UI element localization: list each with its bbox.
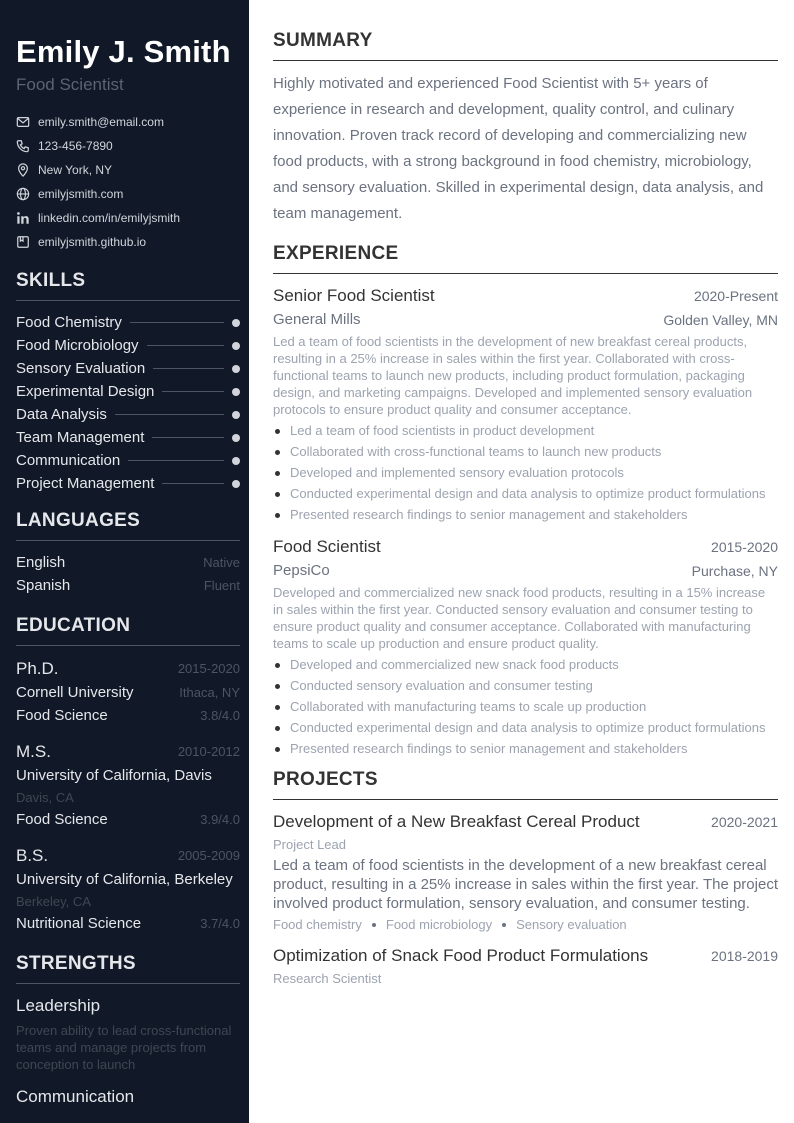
skill-dot [232,319,240,327]
job-bullet: Conducted sensory evaluation and consumer testing [273,677,778,694]
skill-divider [162,483,224,484]
skill-dot [232,342,240,350]
strength-title: Communication [16,1087,135,1106]
github-icon [16,235,30,249]
contact-github-text: emilyjsmith.github.io [38,235,147,249]
edu-field: Food Science [16,707,108,724]
edu-gpa: 3.8/4.0 [200,708,240,723]
projects-section [273,769,778,990]
tag-separator [372,923,376,927]
job-location: Golden Valley, MN [663,312,778,328]
job-bullet: Presented research findings to senior management and stakeholders [273,506,778,523]
edu-gpa: 3.9/4.0 [200,812,240,827]
skill-divider [130,322,224,323]
project-role: Research Scientist [273,971,382,986]
project-tag: Sensory evaluation [516,917,627,932]
contact-github[interactable] [16,230,240,254]
job-bullet: Conducted experimental design and data analysis to optimize product formulations [273,485,778,502]
skill-divider [128,460,224,461]
skill-divider [115,414,224,415]
education-section [16,615,240,935]
job-bullet: Collaborated with manufacturing teams to scale up production [273,698,778,715]
job-bullet: Presented research findings to senior management and stakeholders [273,740,778,757]
project-dates: 2020-2021 [711,814,778,830]
skill-divider [162,391,224,392]
skill-label: Experimental Design [16,383,155,400]
language-level: Native [203,555,240,570]
skills-section [16,270,240,495]
project-item [273,810,778,932]
job-dates: 2020-Present [693,288,778,304]
contact-phone-text: 123-456-7890 [38,139,113,153]
contact-location-text: New York, NY [38,163,113,177]
skill-label: Project Management [16,475,155,492]
language-item [16,574,240,597]
skill-label: Communication [16,452,121,469]
edu-school: Cornell University [16,684,134,701]
edu-degree: Ph.D. [16,659,59,678]
experience-section [273,243,778,757]
edu-field: Nutritional Science [16,915,142,932]
skill-label: Sensory Evaluation [16,360,146,377]
project-tags [273,917,778,932]
experience-heading: EXPERIENCE [273,243,778,274]
project-title: Development of a New Breakfast Cereal Product [273,812,640,831]
contact-website[interactable] [16,182,240,206]
edu-location: Berkeley, CA [16,894,91,909]
strength-item [16,1085,240,1109]
linkedin-icon [16,211,30,225]
project-tag: Food microbiology [385,917,493,932]
edu-dates: 2010-2012 [177,744,240,759]
skill-dot [232,457,240,465]
skill-dot [232,480,240,488]
job-location: Purchase, NY [691,563,778,579]
job-bullets [273,422,778,523]
skill-label: Team Management [16,429,145,446]
contact-list [16,110,240,254]
edu-dates: 2015-2020 [177,661,240,676]
contact-email[interactable] [16,110,240,134]
education-item [16,843,240,935]
skill-item [16,334,240,357]
job-dates: 2015-2020 [711,539,778,555]
edu-degree: B.S. [16,846,49,865]
strength-title: Leadership [16,996,101,1015]
skill-dot [232,365,240,373]
skill-label: Food Chemistry [16,314,122,331]
language-level: Fluent [203,578,240,593]
project-description: Led a team of food scientists in the development of a new breakfast cereal product, resulting in a 25% increase in sales within the first year. The project involved product formulation, sensory evaluation, and consumer testing. [273,857,778,912]
summary-section [273,30,778,227]
job-company: PepsiCo [273,562,330,579]
summary-text: Highly motivated and experienced Food Scientist with 5+ years of experience in research and development, quality control, and culinary innovation. Proven track record of developing and commercializing new food products, with a strong background in food chemistry, microbiology, and sensory evaluation. Skilled in experimental design, data analysis, and team management. [273,75,764,222]
job-bullets [273,656,778,757]
contact-email-text: emily.smith@email.com [38,115,164,129]
skill-divider [152,437,224,438]
edu-school: University of California, Davis [16,767,212,784]
strengths-heading: STRENGTHS [16,953,240,984]
job-bullet: Developed and commercialized new snack food products [273,656,778,673]
summary-heading: SUMMARY [273,30,778,61]
contact-phone[interactable] [16,134,240,158]
skill-item [16,380,240,403]
edu-dates: 2005-2009 [177,848,240,863]
education-item [16,739,240,831]
project-title: Optimization of Snack Food Product Formulations [273,946,649,965]
skill-item [16,403,240,426]
skill-item [16,472,240,495]
job-description: Developed and commercialized new snack food products, resulting in a 15% increase in sales within the first year. Conducted sensory evaluation and consumer testing to ensure product quality and consumer acceptance. Collaborated with manufacturing teams to scale up production and ensure product quality. [273,585,766,651]
location-icon [16,163,30,177]
globe-icon [16,187,30,201]
email-icon [16,115,30,129]
language-item [16,551,240,574]
education-item [16,656,240,727]
job-bullet: Conducted experimental design and data analysis to optimize product formulations [273,719,778,736]
education-heading: EDUCATION [16,615,240,646]
phone-icon [16,139,30,153]
candidate-title: Food Scientist [16,75,124,94]
tag-separator [502,923,506,927]
sidebar [0,0,249,1123]
project-item [273,944,778,990]
job-company: General Mills [273,311,361,328]
skill-dot [232,388,240,396]
skill-label: Food Microbiology [16,337,139,354]
contact-linkedin[interactable] [16,206,240,230]
project-role: Project Lead [273,837,346,852]
job-item [273,535,778,757]
project-dates: 2018-2019 [711,948,778,964]
skill-dot [232,411,240,419]
skill-item [16,357,240,380]
skills-heading: SKILLS [16,270,240,301]
project-tag: Food chemistry [273,917,362,932]
skill-divider [147,345,224,346]
edu-gpa: 3.7/4.0 [200,916,240,931]
languages-section [16,510,240,597]
skill-dot [232,434,240,442]
job-description: Led a team of food scientists in the development of new breakfast cereal products, resulting in a 25% increase in sales within the first year. Collaborated with cross-functional teams to launch new products, including product formulation, packaging design, and marketing campaigns. Developed and implemented sensory evaluation protocols to ensure product quality and consumer acceptance. [273,334,753,417]
job-bullet: Led a team of food scientists in product development [273,422,778,439]
candidate-name: Emily J. Smith [16,34,231,69]
edu-field: Food Science [16,811,108,828]
strengths-section [16,953,240,1109]
skill-item [16,449,240,472]
languages-heading: LANGUAGES [16,510,240,541]
strength-desc: Proven ability to lead cross-functional teams and manage projects from conception to launch [16,1023,232,1072]
job-item [273,284,778,523]
contact-location [16,158,240,182]
job-title: Food Scientist [273,537,381,556]
edu-school: University of California, Berkeley [16,871,233,888]
job-title: Senior Food Scientist [273,286,435,305]
contact-linkedin-text: linkedin.com/in/emilyjsmith [38,211,181,225]
language-name: English [16,554,66,571]
skill-item [16,311,240,334]
edu-degree: M.S. [16,742,51,761]
main-content [273,30,778,1002]
edu-location: Davis, CA [16,790,74,805]
skill-item [16,426,240,449]
edu-location: Ithaca, NY [179,685,240,700]
strength-item [16,994,240,1073]
contact-website-text: emilyjsmith.com [38,187,124,201]
language-name: Spanish [16,577,71,594]
projects-heading: PROJECTS [273,769,778,800]
job-bullet: Collaborated with cross-functional teams to launch new products [273,443,778,460]
skill-label: Data Analysis [16,406,107,423]
skill-divider [153,368,224,369]
job-bullet: Developed and implemented sensory evaluation protocols [273,464,778,481]
